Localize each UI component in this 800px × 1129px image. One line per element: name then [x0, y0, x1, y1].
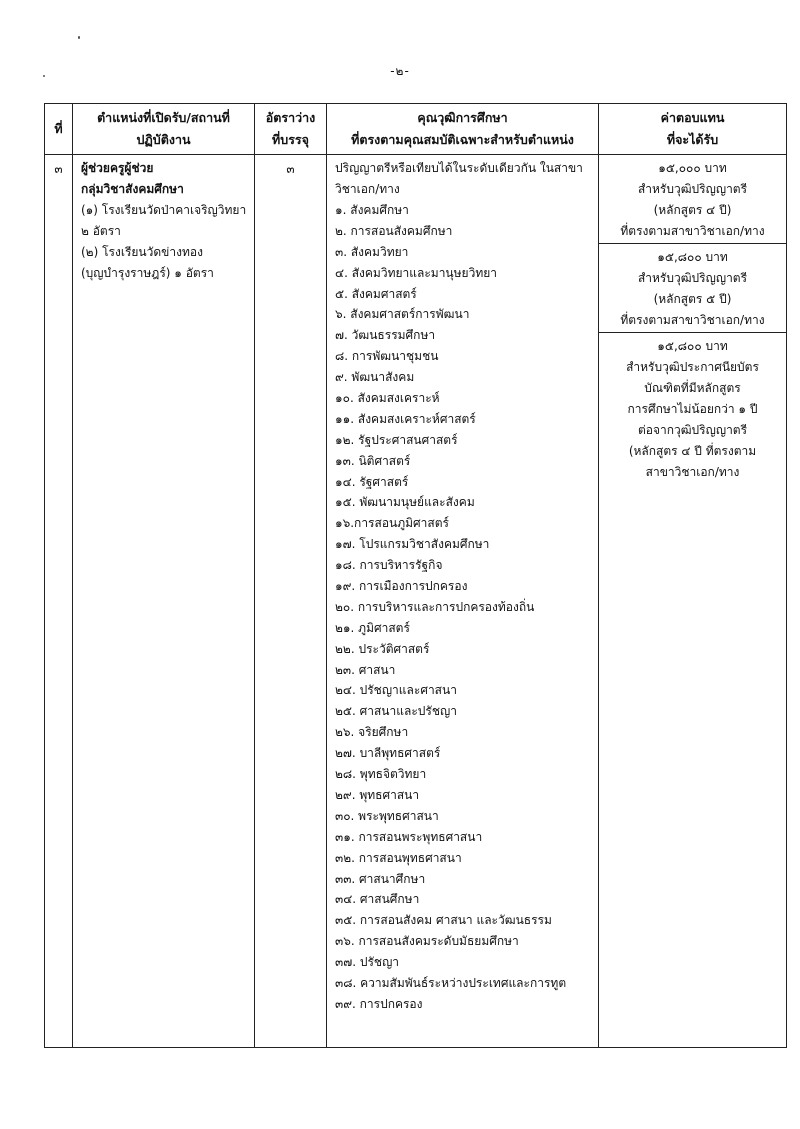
qualification-item: ๑๔. รัฐศาสตร์	[335, 474, 409, 489]
recruitment-table	[44, 103, 787, 1048]
position-cell	[73, 155, 255, 1048]
page-number: -๒-	[390, 64, 410, 78]
qualification-item: ๒๔. ปรัชญาและศาสนา	[335, 683, 457, 698]
pay-line: (หลักสูตร ๕ ปี)	[653, 292, 732, 306]
qualification-item: ๑๖.การสอนภูมิศาสตร์	[335, 516, 449, 531]
qualification-item: ๑. สังคมศึกษา	[335, 203, 409, 217]
header-qualification-line1: คุณวุฒิการศึกษา	[417, 110, 508, 125]
qualification-item: ๑๙. การเมืองการปกครอง	[335, 579, 468, 594]
header-position-line2: ปฏิบัติงาน	[136, 132, 191, 147]
pay-option	[599, 244, 786, 333]
header-pay-line2: ที่จะได้รับ	[666, 132, 719, 147]
qualification-item: ๔. สังคมวิทยาและมานุษยวิทยา	[335, 265, 497, 280]
qualification-item: ๓๓. ศาสนาศึกษา	[335, 871, 426, 886]
pay-line: ที่ตรงตามสาขาวิชาเอก/ทาง	[620, 313, 765, 327]
qualification-intro-line2: วิชาเอก/ทาง	[335, 182, 400, 196]
qualification-item: ๖. สังคมศาสตร์การพัฒนา	[335, 307, 470, 322]
pay-line: (หลักสูตร ๔ ปี ที่ตรงตาม	[628, 444, 757, 458]
pay-line: สาขาวิชาเอก/ทาง	[645, 465, 740, 479]
header-qualification	[327, 104, 599, 155]
qualification-item: ๕. สังคมศาสตร์	[335, 286, 417, 301]
pay-line: สำหรับวุฒิปริญญาตรี	[637, 182, 748, 196]
qualification-item: ๑๒. รัฐประศาสนศาสตร์	[335, 432, 458, 447]
qualification-item: ๓. สังคมวิทยา	[335, 244, 409, 259]
pay-line: ๑๕,๐๐๐ บาท	[658, 161, 727, 175]
qualification-item: ๓๔. ศาสนศึกษา	[335, 892, 420, 907]
qualification-item: ๒๘. พุทธจิตวิทยา	[335, 767, 427, 782]
qualification-item: ๑๗. โปรแกรมวิชาสังคมศึกษา	[335, 537, 490, 552]
qualification-item: ๒๕. ศาสนาและปรัชญา	[335, 704, 457, 719]
pay-line: สำหรับวุฒิปริญญาตรี	[637, 271, 748, 285]
table-row	[45, 155, 787, 1048]
pay-line: ๑๕,๘๐๐ บาท	[657, 339, 728, 353]
pay-line: (หลักสูตร ๔ ปี)	[653, 203, 732, 217]
position-title: ผู้ช่วยครูผู้ช่วย	[81, 161, 154, 175]
qualification-item: ๒๖. จริยศึกษา	[335, 725, 409, 740]
header-pay	[599, 104, 787, 155]
pay-line: ที่ตรงตามสาขาวิชาเอก/ทาง	[620, 224, 765, 238]
header-no: ที่	[45, 104, 73, 155]
header-vacancy-line1: อัตราว่าง	[265, 110, 316, 125]
qualification-item: ๙. พัฒนาสังคม	[335, 370, 415, 385]
header-position	[73, 104, 255, 155]
qualification-item: ๓๖. การสอนสังคมระดับมัธยมศึกษา	[335, 934, 519, 949]
qualification-item: ๗. วัฒนธรรมศึกษา	[335, 328, 436, 343]
qualification-item: ๓๐. พระพุทธศาสนา	[335, 808, 439, 823]
position-group: กลุ่มวิชาสังคมศึกษา	[81, 182, 184, 196]
pay-line: การศึกษาไม่น้อยกว่า ๑ ปี	[627, 402, 758, 416]
position-line: (บุญบำรุงราษฎร์) ๑ อัตรา	[81, 266, 214, 280]
qualification-item: ๓๗. ปรัชญา	[335, 955, 400, 970]
qualification-item: ๒๒. ประวัติศาสตร์	[335, 641, 430, 656]
vacancy-count: ๓	[286, 162, 295, 176]
qualification-item: ๑๘. การบริหารรัฐกิจ	[335, 558, 443, 573]
header-pay-line1: ค่าตอบแทน	[660, 110, 725, 125]
row-number-cell	[45, 155, 73, 1048]
qualification-item: ๒๐. การบริหารและการปกครองท้องถิ่น	[335, 599, 535, 614]
qualification-cell	[327, 155, 599, 1048]
qualification-item: ๑๕. พัฒนามนุษย์และสังคม	[335, 495, 475, 510]
position-line: (๑) โรงเรียนวัดป่าคาเจริญวิทยา	[81, 203, 247, 217]
position-line: (๒) โรงเรียนวัดข่างทอง	[81, 245, 203, 259]
table-header-row	[45, 104, 787, 155]
pay-option	[599, 333, 786, 484]
pay-line: สำหรับวุฒิประกาศนียบัตร	[626, 360, 759, 374]
pay-list	[599, 155, 786, 484]
qualification-list	[335, 200, 594, 1015]
pay-line: ต่อจากวุฒิปริญญาตรี	[637, 423, 748, 437]
qualification-item: ๑๓. นิติศาสตร์	[335, 453, 411, 468]
qualification-intro-line1: ปริญญาตรีหรือเทียบได้ในระดับเดียวกัน ในสาขา	[335, 161, 583, 175]
qualification-item: ๒๓. ศาสนา	[335, 662, 396, 677]
pay-line: ๑๕,๘๐๐ บาท	[657, 250, 728, 264]
qualification-item: ๓๒. การสอนพุทธศาสนา	[335, 850, 462, 865]
header-position-line1: ตำแหน่งที่เปิดรับ/สถานที่	[97, 110, 230, 125]
qualification-item: ๓๘. ความสัมพันธ์ระหว่างประเทศและการทูต	[335, 975, 567, 990]
qualification-item: ๒. การสอนสังคมศึกษา	[335, 223, 453, 238]
row-number: ๓	[54, 162, 63, 176]
vacancy-cell	[255, 155, 327, 1048]
qualification-item: ๒๑. ภูมิศาสตร์	[335, 620, 410, 635]
qualification-item: ๘. การพัฒนาชุมชน	[335, 349, 439, 364]
pay-line: บัณฑิตที่มีหลักสูตร	[644, 381, 741, 395]
scan-speck	[78, 36, 80, 39]
qualification-item: ๓๑. การสอนพระพุทธศาสนา	[335, 829, 483, 844]
header-qualification-line2: ที่ตรงตามคุณสมบัติเฉพาะสำหรับตำแหน่ง	[351, 132, 574, 147]
position-line: ๒ อัตรา	[81, 224, 121, 238]
pay-cell	[599, 155, 787, 1048]
pay-option	[599, 155, 786, 244]
qualification-item: ๒๗. บาลีพุทธศาสตร์	[335, 746, 441, 761]
header-vacancy	[255, 104, 327, 155]
qualification-item: ๓๙. การปกครอง	[335, 996, 423, 1011]
header-vacancy-line2: ที่บรรจุ	[272, 132, 309, 147]
qualification-item: ๑๐. สังคมสงเคราะห์	[335, 391, 440, 406]
qualification-item: ๓๕. การสอนสังคม ศาสนา และวัฒนธรรม	[335, 913, 552, 928]
qualification-item: ๑๑. สังคมสงเคราะห์ศาสตร์	[335, 411, 476, 426]
qualification-item: ๒๙. พุทธศาสนา	[335, 787, 420, 802]
